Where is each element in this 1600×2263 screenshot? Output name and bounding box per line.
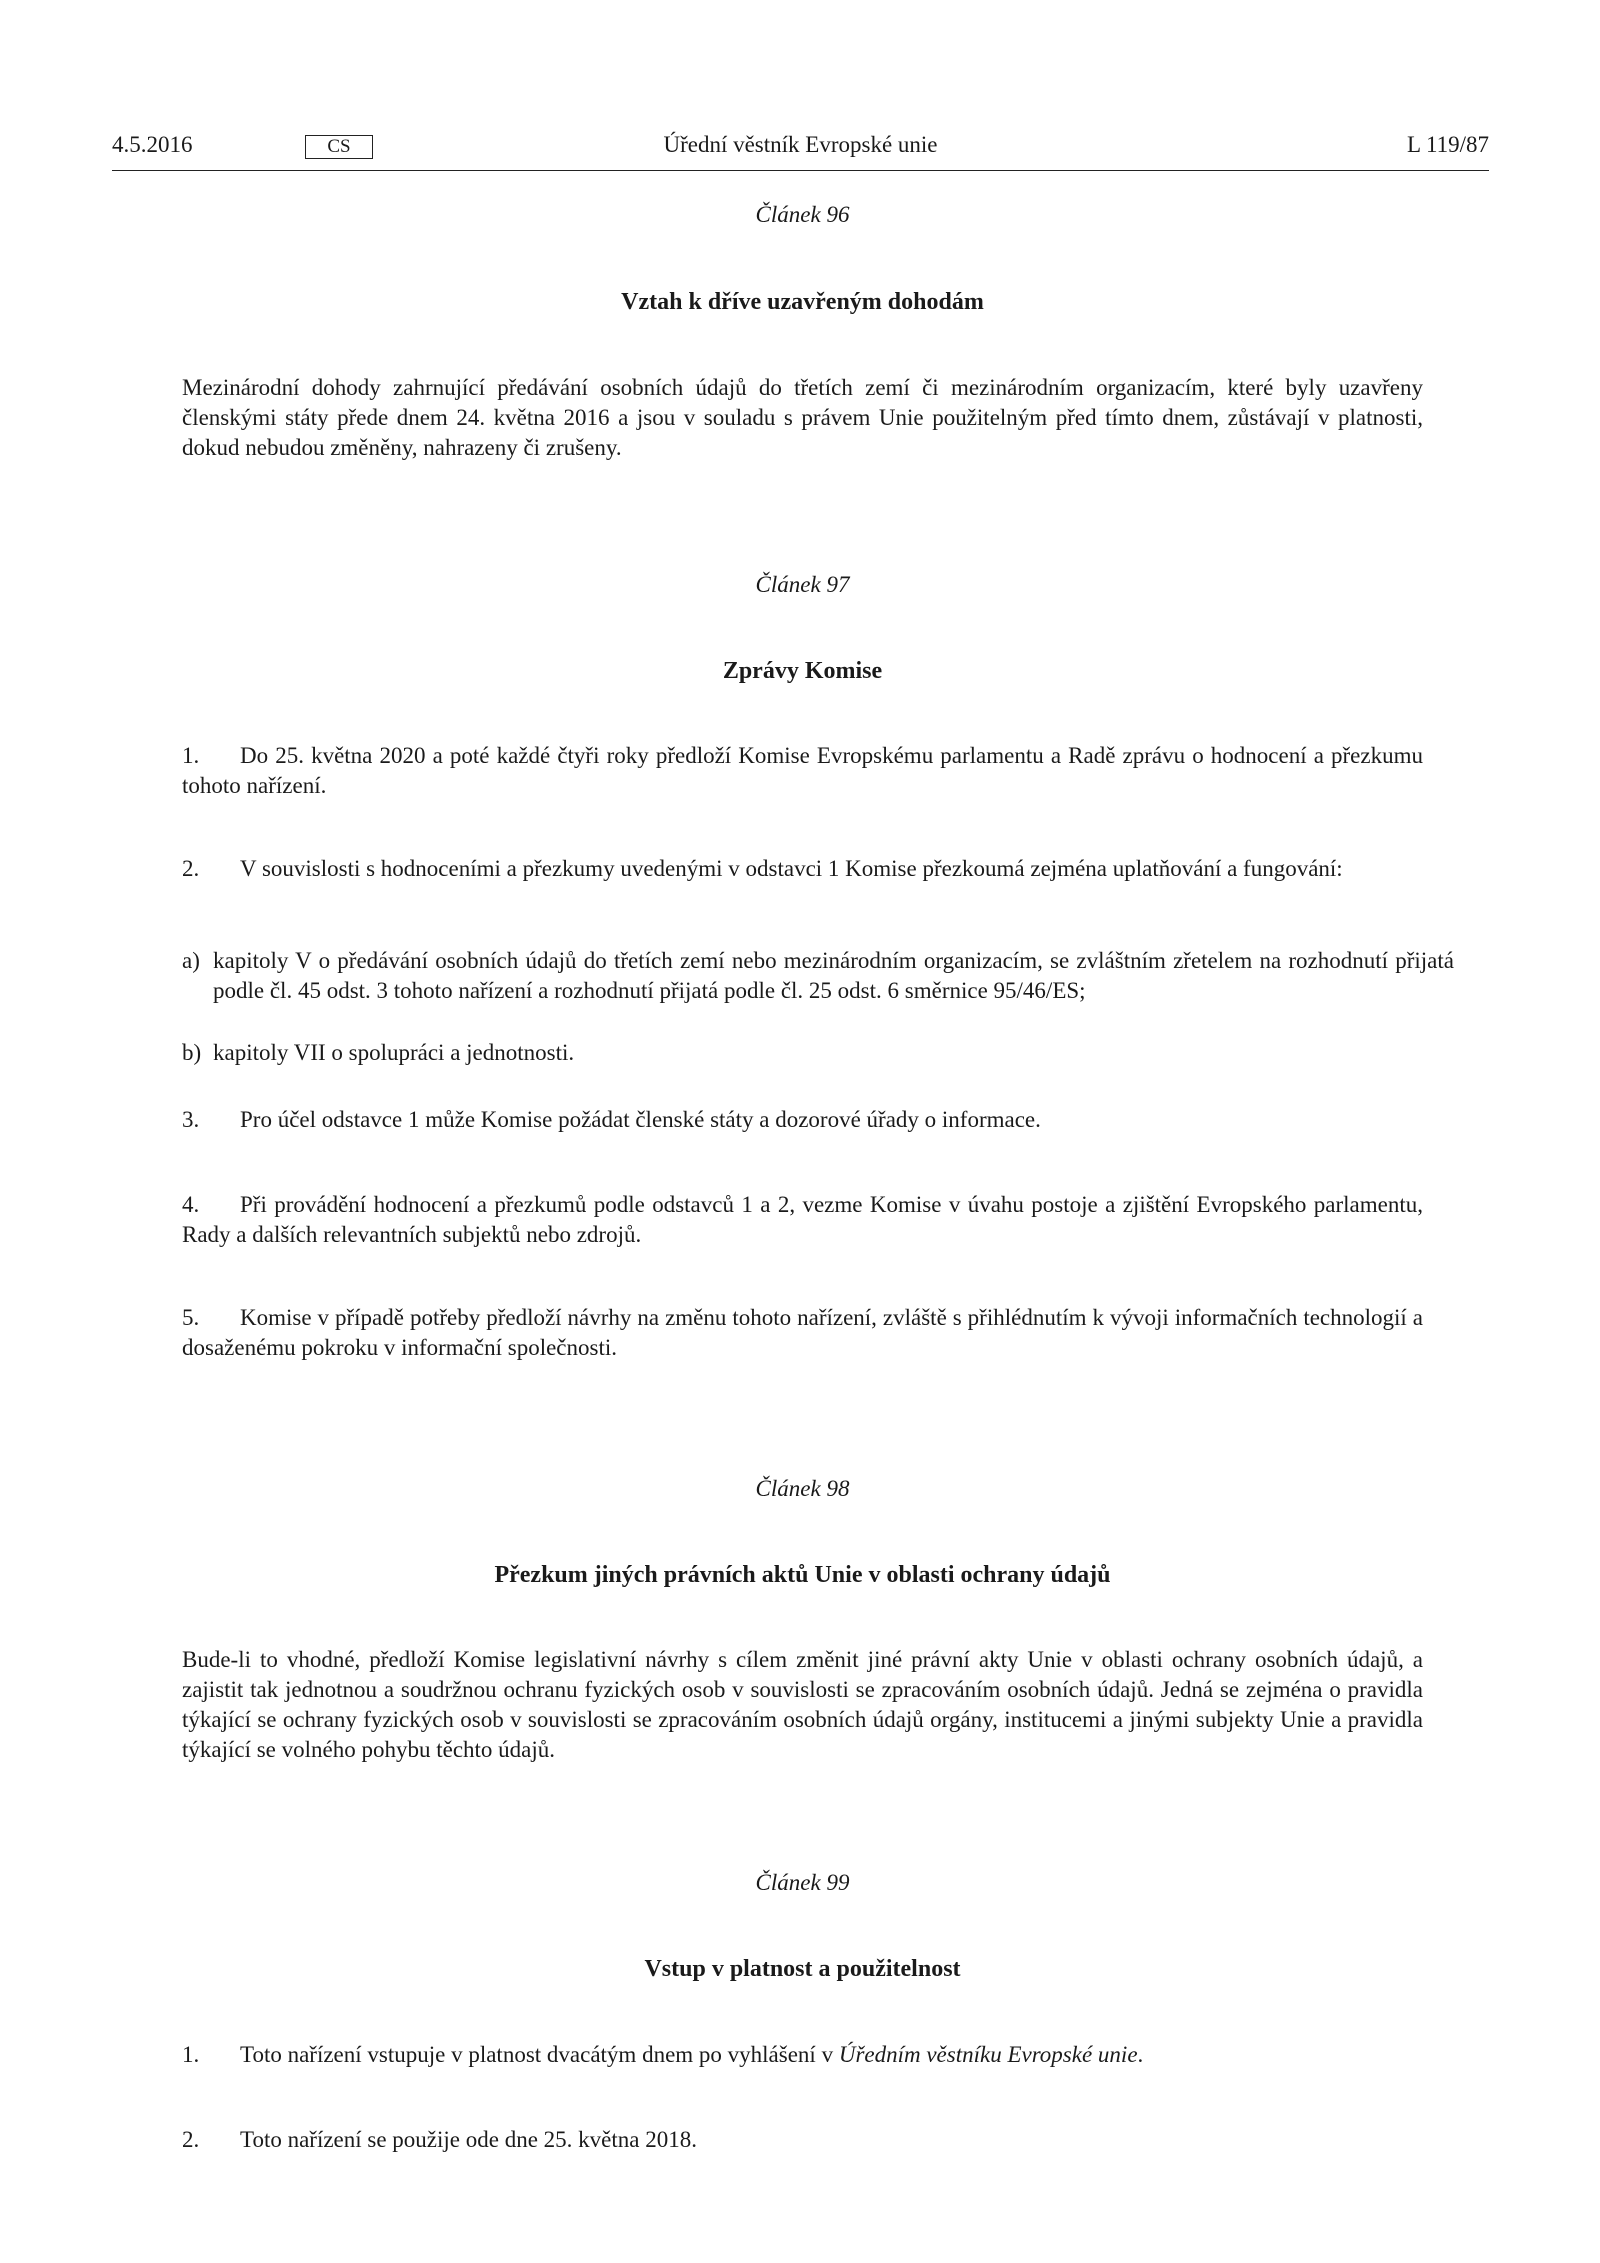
article-97-item-a (182, 946, 1454, 1006)
paragraph-text: Do 25. května 2020 a poté každé čtyři roky předloží Komise Evropskému parlamentu a Radě zprávu o hodnocení a přezkumu tohoto nařízení. (182, 743, 1423, 798)
item-label: b) (182, 1040, 202, 1065)
article-97-paragraph-5 (182, 1303, 1423, 1363)
item-text: kapitoly V o předávání osobních údajů do třetích zemí nebo mezinárodním organizacím, se zvláštním zřetelem na rozhodnutí přijatá podle čl. 45 odst. 3 tohoto nařízení a rozhodnutí přijatá podle čl. 25 odst. 6 směrnice 95/46/ES; (213, 948, 1454, 1003)
article-97-paragraph-2 (182, 854, 1423, 884)
article-96-text: Mezinárodní dohody zahrnující předávání osobních údajů do třetích zemí či mezinárodním organizacím, které byly uzavřeny členskými státy přede dnem 24. května 2016 a jsou v souladu s právem Unie použitelným před tímto dnem, zůstávají v platnosti, dokud nebudou změněny, nahrazeny či zrušeny. (182, 375, 1423, 460)
paragraph-number: 1. (182, 2042, 200, 2067)
item-label: a) (182, 948, 200, 973)
article-97-heading: Článek 97 (755, 572, 850, 597)
paragraph-end: . (1137, 2042, 1144, 2067)
article-97-paragraph-3 (182, 1105, 1423, 1135)
paragraph-text: Při provádění hodnocení a přezkumů podle odstavců 1 a 2, vezme Komise v úvahu postoje a zjištění Evropského parlamentu, Rady a dalších relevantních subjektů nebo zdrojů. (182, 1192, 1423, 1247)
language-badge: CS (305, 135, 373, 159)
journal-title: Úřední věstník Evropské unie (663, 132, 938, 157)
article-97-paragraph-1 (182, 741, 1423, 801)
page-header (112, 128, 1489, 171)
article-99-heading: Článek 99 (755, 1870, 850, 1895)
paragraph-number: 2. (182, 856, 200, 881)
article-98-title: Přezkum jiných právních aktů Unie v oblasti ochrany údajů (494, 1562, 1111, 1588)
article-96-heading: Článek 96 (755, 202, 850, 227)
article-96-title: Vztah k dříve uzavřeným dohodám (621, 289, 984, 315)
paragraph-number: 4. (182, 1192, 200, 1217)
article-97-item-b (182, 1038, 1454, 1068)
article-97-title: Zprávy Komise (722, 658, 883, 684)
article-99-title: Vstup v platnost a použitelnost (644, 1956, 961, 1982)
paragraph-text: Toto nařízení se použije ode dne 25. května 2018. (240, 2127, 697, 2152)
article-98-text: Bude-li to vhodné, předloží Komise legislativní návrhy s cílem změnit jiné právní akty Unie v oblasti ochrany osobních údajů, a zajistit tak jednotnou a soudržnou ochranu fyzických osob v souvislosti se zpracováním osobních údajů. Jedná se zejména o pravidla týkající se ochrany fyzických osob v souvislosti se zpracováním osobních údajů orgány, institucemi a jinými subjekty Unie a pravidla týkající se volného pohybu těchto údajů. (182, 1647, 1423, 1762)
paragraph-number: 5. (182, 1305, 200, 1330)
item-text: kapitoly VII o spolupráci a jednotnosti. (213, 1040, 575, 1065)
paragraph-number: 1. (182, 743, 200, 768)
paragraph-text: Komise v případě potřeby předloží návrhy na změnu tohoto nařízení, zvláště s přihlédnutím k vývoji informačních technologií a dosaženému pokroku v informační společnosti. (182, 1305, 1423, 1360)
paragraph-number: 2. (182, 2127, 200, 2152)
paragraph-text: Pro účel odstavce 1 může Komise požádat členské státy a dozorové úřady o informace. (240, 1107, 1041, 1132)
paragraph-number: 3. (182, 1107, 200, 1132)
article-99-paragraph-2 (182, 2125, 1423, 2155)
journal-citation: Úředním věstníku Evropské unie (838, 2042, 1138, 2067)
publication-date: 4.5.2016 (112, 132, 193, 157)
paragraph-text: Toto nařízení vstupuje v platnost dvacátým dnem po vyhlášení v (240, 2042, 839, 2067)
page-reference: L 119/87 (1407, 132, 1489, 157)
paragraph-text: V souvislosti s hodnoceními a přezkumy uvedenými v odstavci 1 Komise přezkoumá zejména uplatňování a fungování: (240, 856, 1343, 881)
article-97-paragraph-4 (182, 1190, 1423, 1250)
article-99-paragraph-1 (182, 2040, 1423, 2070)
article-98-heading: Článek 98 (755, 1476, 850, 1501)
